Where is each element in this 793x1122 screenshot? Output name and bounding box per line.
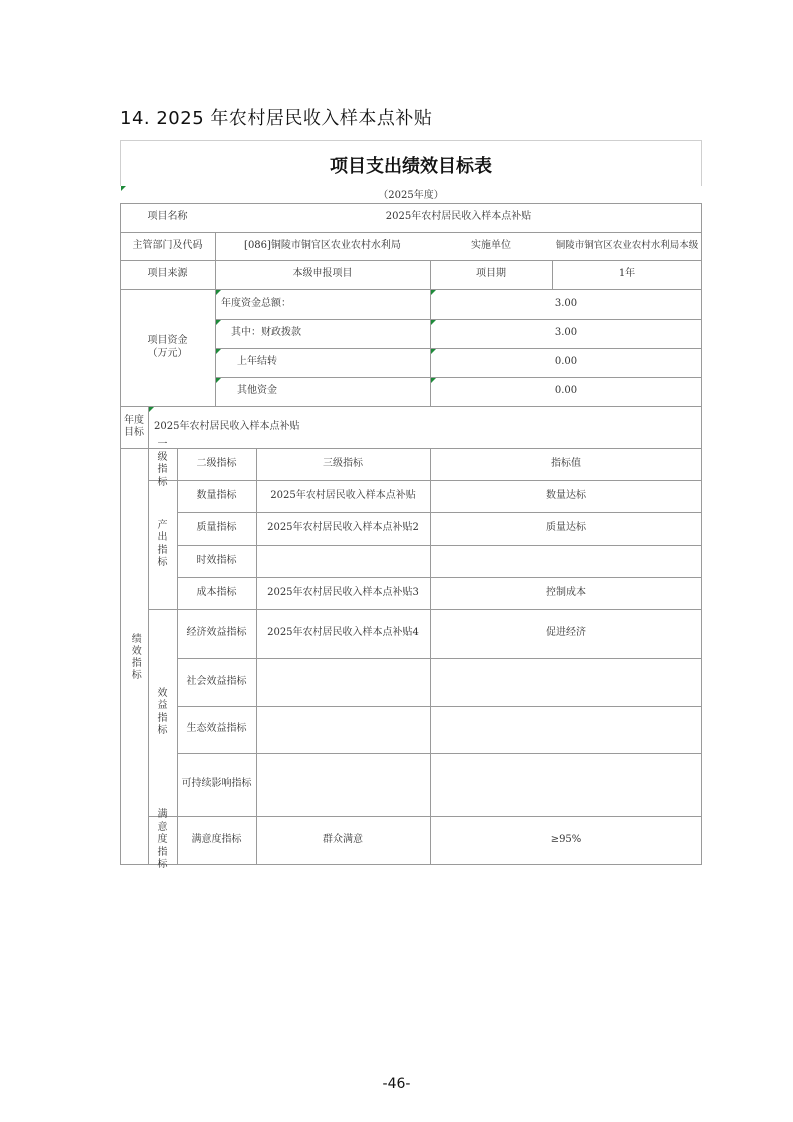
funds-row-label: 其他资金 <box>237 385 277 397</box>
indicator-value: ≥95% <box>550 834 582 846</box>
indicator-level3 <box>256 545 430 577</box>
indicator-level2: 成本指标 <box>196 586 237 598</box>
performance-target-table <box>120 140 702 871</box>
header-level2: 二级指标 <box>196 457 237 469</box>
impl-value: 铜陵市铜官区农业农村水利局本级 <box>555 240 699 252</box>
funds-row-value: 3.00 <box>554 297 578 309</box>
section-heading: 14. 2025 年农村居民收入样本点补贴 <box>120 108 433 129</box>
funds-row-label: 上年结转 <box>237 356 277 368</box>
indicator-value <box>430 706 702 753</box>
period-label: 项目期 <box>476 268 506 280</box>
funds-row-label: 其中：财政拨款 <box>231 327 301 339</box>
indicator-value <box>430 658 702 706</box>
indicator-level2: 数量指标 <box>196 489 237 501</box>
funds-label-line1: 项目资金 <box>147 335 188 346</box>
indicator-level2: 时效指标 <box>196 554 237 566</box>
funds-row-value: 3.00 <box>554 327 578 339</box>
indicator-level2: 质量指标 <box>196 522 237 534</box>
indicator-value <box>430 545 702 577</box>
header-value: 指标值 <box>551 457 581 469</box>
impl-label: 实施单位 <box>471 239 511 251</box>
table-year: （2025年度） <box>378 190 444 201</box>
indicator-value: 控制成本 <box>546 586 586 598</box>
dept-value: [086]铜陵市铜官区农业农村水利局 <box>244 239 401 251</box>
indicator-level2: 可持续影响指标 <box>181 778 252 790</box>
header-level3: 三级指标 <box>323 457 363 469</box>
cell-marker <box>121 186 126 191</box>
indicator-level3 <box>256 706 430 753</box>
indicator-level3: 2025年农村居民收入样本点补贴4 <box>267 627 419 639</box>
output-group-label: 产出指标 <box>157 519 168 568</box>
indicator-level3 <box>256 658 430 706</box>
funds-label <box>120 289 215 406</box>
indicator-value: 促进经济 <box>546 627 586 639</box>
satisfaction-group-label: 满意度指标 <box>157 809 168 871</box>
annual-goal-text: 2025年农村居民收入样本点补贴 <box>154 420 300 432</box>
indicator-level2: 社会效益指标 <box>186 675 247 687</box>
annual-goal-label: 年度目标 <box>124 414 144 438</box>
indicator-level2: 经济效益指标 <box>186 627 247 639</box>
benefit-group-label: 效益指标 <box>157 687 168 736</box>
performance-indicators-label: 绩效指标 <box>129 632 141 681</box>
dept-label: 主管部门及代码 <box>132 239 203 251</box>
funds-label-line2: （万元） <box>147 347 188 359</box>
source-value: 本级申报项目 <box>292 268 353 280</box>
funds-row-value: 0.00 <box>554 356 578 368</box>
funds-row-value: 0.00 <box>554 385 578 397</box>
source-label: 项目来源 <box>147 268 188 280</box>
table-title: 项目支出绩效目标表 <box>330 156 492 177</box>
indicator-level3: 2025年农村居民收入样本点补贴2 <box>267 522 419 534</box>
indicator-value: 质量达标 <box>546 522 586 534</box>
indicator-level2: 生态效益指标 <box>186 723 247 735</box>
indicator-level3: 2025年农村居民收入样本点补贴 <box>270 489 416 501</box>
header-level1: 一级指标 <box>157 439 168 488</box>
indicator-level3: 2025年农村居民收入样本点补贴3 <box>267 586 419 598</box>
period-value: 1年 <box>618 268 636 280</box>
indicator-level3 <box>256 753 430 816</box>
page-number: -46- <box>382 1076 411 1092</box>
indicator-level3: 群众满意 <box>323 834 363 846</box>
indicator-level2: 满意度指标 <box>191 834 242 846</box>
project-name-value: 2025年农村居民收入样本点补贴 <box>385 211 532 223</box>
indicator-value <box>430 753 702 816</box>
funds-row-label: 年度资金总额： <box>221 297 291 309</box>
indicator-value: 数量达标 <box>546 489 586 501</box>
project-name-label: 项目名称 <box>147 211 188 223</box>
